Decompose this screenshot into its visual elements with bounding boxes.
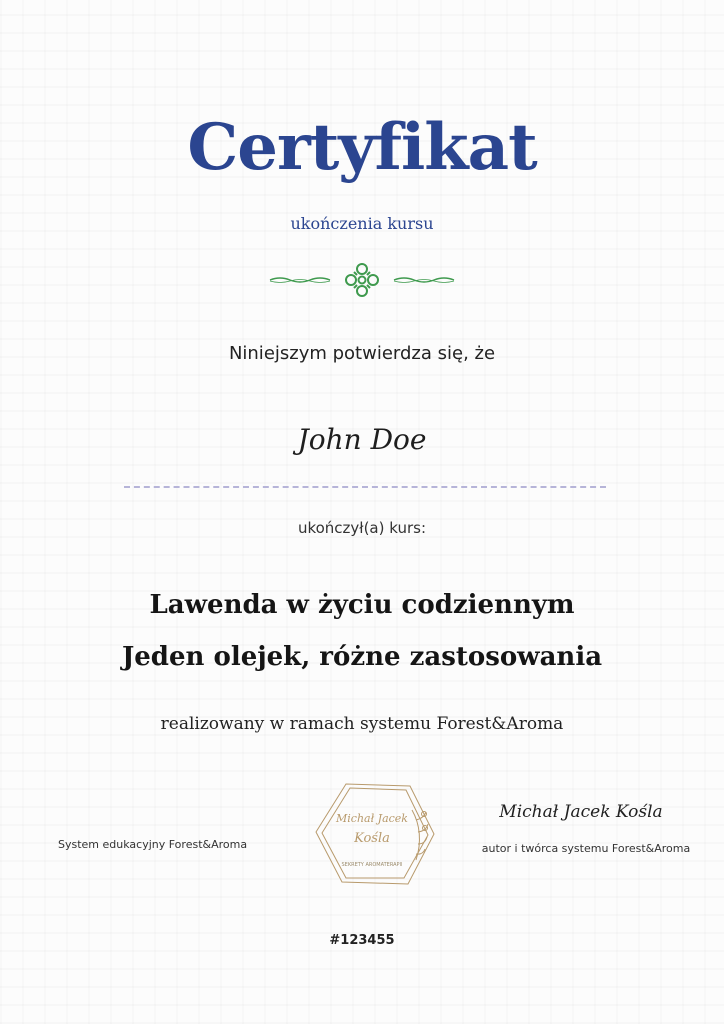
certificate-id: #123455 xyxy=(329,933,395,948)
course-title-line-1: Lawenda w życiu codziennym xyxy=(149,590,575,620)
seal-name-line-1: Michał Jacek xyxy=(336,812,408,825)
author-signature: Michał Jacek Kośla xyxy=(499,802,663,822)
seal-tagline: SEKRETY AROMATERAPII xyxy=(341,862,403,868)
issuer-label: System edukacyjny Forest&Aroma xyxy=(58,838,248,851)
hexagon-seal-icon xyxy=(312,780,438,890)
seal-name-line-2: Kośla xyxy=(354,831,390,846)
author-role: autor i twórca systemu Forest&Aroma xyxy=(481,842,691,855)
certificate-subtitle: ukończenia kursu xyxy=(290,214,434,233)
system-note: realizowany w ramach systemu Forest&Aroma xyxy=(160,714,564,734)
course-title-line-2: Jeden olejek, różne zastosowania xyxy=(121,642,603,672)
completed-course-label: ukończył(a) kurs: xyxy=(297,519,427,537)
certificate-title: Certyfikat xyxy=(187,110,537,185)
confirmation-text: Niniejszym potwierdza się, że xyxy=(228,343,496,364)
recipient-name: John Doe xyxy=(297,423,427,456)
floral-knot-icon xyxy=(268,260,456,300)
name-underline xyxy=(124,486,606,488)
